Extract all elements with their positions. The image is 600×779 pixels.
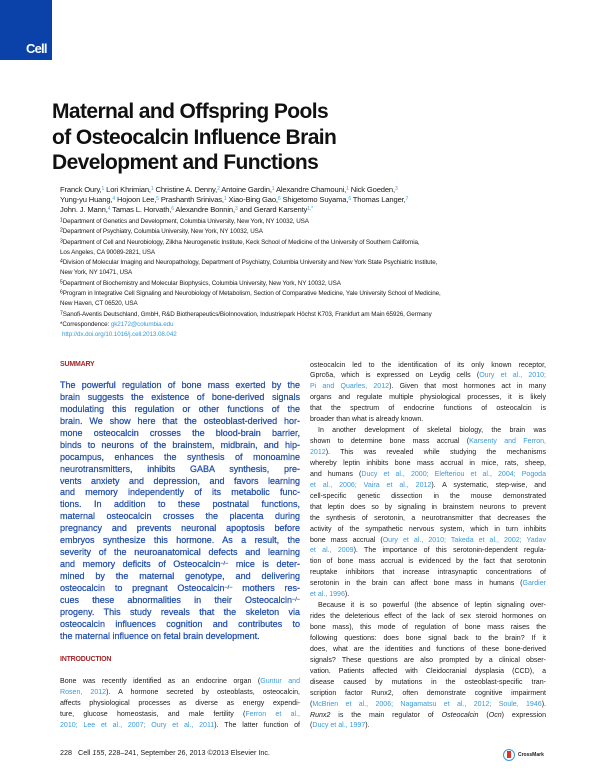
author-affiliation-marker: 1 [346,186,349,192]
text-line [310,536,546,547]
text-line [60,721,300,732]
text-line [310,678,546,689]
affiliation-line [60,238,441,248]
correspondence-label: *Correspondence: [60,320,111,328]
affiliation-line [60,217,441,227]
author-name: Alexandre Chamouni, [274,185,347,194]
text-segment: activity of the sympathetic nervous system, which in turn inhibits [310,525,546,533]
text-segment: ). A hormone secreted by osteoblasts, osteocalcin, [106,689,301,696]
citation-link[interactable]: McBrien et al., 2006; Nagamatsu et al., 2012; Soule, 1946 [312,700,542,708]
text-segment: the maternal influence on fetal brain development. [60,630,260,641]
author-affiliation-marker: 5 [156,196,159,202]
text-segment: ture, glucose homeostasis, and male fertility ( [60,711,246,718]
author-name: Shigetomo Suyama, [280,195,349,204]
citation-link[interactable]: Karsenty and Ferron, [469,438,546,446]
citation-link[interactable]: Guntur and [260,678,301,685]
text-line [60,688,300,699]
text-line [310,623,546,634]
text-segment: brain suggests the existence of bone-derived signals [60,391,300,402]
text-segment: cell-specific genetic dissection in the mouse demonstrated [310,492,546,500]
text-line [60,392,300,404]
text-segment: ). Given that most hormones act in many [389,383,546,391]
citation-link[interactable]: et al., 2006; Vaira et al., 2012 [310,481,432,489]
author-name: Hojoon Lee, [115,195,157,204]
author-affiliation-marker: 4 [112,196,116,202]
citation-link[interactable]: Gardier [522,580,546,588]
affiliation-number: 6 [60,289,63,296]
text-segment: ). The importance of this serotonin-dependent regula- [353,547,546,555]
text-line [60,499,300,511]
text-line [60,440,300,452]
text-line [60,607,300,619]
text-segment: Runx2 [310,711,331,719]
text-line [60,559,300,571]
affiliation-line [60,289,441,299]
text-line [310,514,546,525]
text-segment: Bone was recently identified as an endocrine organ ( [60,678,261,685]
text-line [60,631,300,643]
text-segment: mone osteocalcin crosses the blood-brain barrier, [60,427,300,438]
text-segment: ). This was revealed while studying the mechanisms [325,449,546,456]
text-segment: tion of bone mass accrual is evidenced by the fact that serotonin [310,558,546,566]
author-line [60,185,408,195]
affiliation-text: Program in Integrative Cell Signaling and Neurobiology of Metabolism, Section of Comparative Medicine, Yale University School of Medicine, [62,290,441,298]
text-line [310,437,546,448]
text-line [60,511,300,523]
author-affiliation-marker: 6 [348,196,351,202]
text-segment: vation. Patients affected with Cleidocranial dysplasia (CCD), a [310,667,546,675]
text-segment: modulating this regulation or other functions of the [60,403,300,414]
footer-journal: Cell [78,748,93,757]
author-affiliation-marker: 1 [271,186,275,192]
author-name: Alexandre Bonnin, [173,205,235,214]
text-line [310,361,546,372]
text-segment: signals? These questions are also prompted by a clinical obser- [310,656,546,664]
text-segment: bone mass accrual ( [310,536,383,544]
text-segment: brain. We show here that the osteoblast-derived hor- [60,415,300,426]
superscript: −/− [224,584,233,591]
text-line [60,404,300,416]
text-segment: osteocalcin to pregnant Osteocalcin [60,582,225,593]
author-affiliation-marker: 1 [101,186,105,192]
text-line [310,426,546,437]
affiliation-line [60,258,441,268]
crossmark-badge[interactable] [503,749,544,761]
text-segment: maternal osteocalcin crosses the placenta during [60,511,300,522]
text-line [310,459,546,470]
text-segment: ). A systematic, step-wise, and [431,481,546,489]
article-title: Maternal and Offspring Pools of Osteocalcin Influence Brain Development and Functions [52,100,337,174]
text-segment: mothers res- [232,582,300,593]
citation-link[interactable]: Rosen, 2012 [60,689,107,696]
text-segment: bone mass), this mode of regulation of bone mass raises the [310,624,546,631]
text-segment: mice is deter- [228,559,300,570]
author-name: Tamas L. Horvath, [110,205,172,214]
correspondence-email-link[interactable]: gk2172@columbia.edu [110,320,174,328]
affiliation-text: Department of Psychiatry, Columbia University, New York, NY 10032, USA [62,228,263,236]
author-name: John. J. Mann, [60,205,108,214]
text-line [310,470,546,481]
text-segment: embryos synthesize this hormone. As a result, the [60,535,300,546]
text-line [310,492,546,503]
text-segment: neurotransmitters, inhibits GABA synthesis, pre- [60,463,300,474]
text-line [60,547,300,559]
text-segment: ). [365,722,370,730]
citation-link[interactable]: Ducy et al., 1997 [312,722,366,730]
author-affiliation-marker: 1,* [307,206,313,212]
affiliation-number: 2 [60,227,63,234]
citation-link[interactable]: Ducy et al., 2000; Elefteriou et al., 2004; Pogoda [361,470,547,478]
footer-citation: , 228–241, September 26, 2013 ©2013 Elsevier Inc. [104,748,270,757]
author-name: Christine A. Denny, [153,185,218,194]
introduction-text [60,677,300,732]
citation-link[interactable]: Ferron et al., [245,711,300,718]
text-line [310,601,546,612]
text-segment: shown to determine bone mass accrual ( [310,438,470,446]
author-affiliation-marker: 6 [277,196,281,202]
summary-text [60,380,300,643]
text-line [310,481,546,492]
text-segment: The powerful regulation of bone mass exerted by the [60,380,300,390]
text-line [310,711,546,722]
text-segment: progeny. This study reveals that the skeleton via [60,606,300,617]
text-segment: ). [541,700,546,708]
text-line [310,656,546,667]
author-name: Franck Oury, [60,185,102,194]
text-segment: affects physiological processes as diverse as energy expendi- [60,700,300,707]
text-segment: ( [310,722,313,730]
affiliation-text: Department of Genetics and Development, Columbia University, New York, NY 10032, USA [62,218,309,225]
author-name: Antoine Gardin, [219,185,272,194]
text-line [310,645,546,656]
text-segment: Gprc6a, which is expressed on Leydig cells ( [310,372,480,380]
text-line [310,503,546,514]
text-line [310,634,546,645]
affiliation-line [60,310,441,320]
text-segment: ( [310,700,313,708]
affiliation-number: 7 [60,310,63,317]
text-segment: pocampus, enhances the synthesis of monoamine [60,451,300,462]
affiliation-line [60,279,441,289]
affiliation-text: Los Angeles, CA 90089-2821, USA [60,248,155,256]
text-line [310,700,546,711]
text-segment: cues these abnormalities in their Osteocalcin [60,594,293,605]
text-line [310,525,546,536]
summary-heading: SUMMARY [60,361,95,368]
text-line [60,380,300,392]
text-line [310,546,546,557]
affiliations [60,217,441,341]
citation-link[interactable]: Oury et al., 2010; Takeda et al., 2002; Yadav [382,536,546,544]
citation-link[interactable]: Pi and Quarles, 2012 [310,383,390,391]
text-segment: vents anxiety and depression, and favors learning [60,475,300,486]
introduction-heading: INTRODUCTION [60,656,112,663]
text-segment: does, what are the identities and functions of these bone-derived [310,645,546,653]
author-affiliation-marker: 3 [394,186,398,192]
author-list [60,185,408,215]
footer-volume: 155 [92,748,105,757]
citation-link[interactable]: et al., 1996 [310,591,345,599]
text-segment: binds to neurons of the brainstem, midbrain, and hip- [60,439,300,450]
text-line [60,583,300,595]
text-segment: severity of the neuroanatomical defects and learning [60,547,300,558]
correspondence-line [60,320,441,330]
text-line [60,677,300,688]
affiliation-text: New Haven, CT 06520, USA [60,300,138,308]
citation-link[interactable]: 2010; Lee et al., 2007; Oury et al., 2011 [60,722,215,729]
text-segment: and memory independently of its metabolic func- [60,487,300,498]
text-line [310,393,546,404]
text-line [60,416,300,428]
author-affiliation-marker: 1 [223,196,227,202]
text-line [60,428,300,440]
affiliation-text: Division of Molecular Imaging and Neuropathology, Department of Psychiatry, Columbia University and New York State Psychiatric Institute, [62,259,438,267]
text-segment: Because it is so powerful (the absence of leptin signaling over- [318,602,546,610]
text-segment: and memory deficits of Osteocalcin [60,559,221,570]
text-line [310,371,546,382]
affiliation-line [60,299,441,309]
text-line [60,571,300,583]
affiliation-number: 5 [60,279,63,286]
text-line [60,464,300,476]
text-line [60,476,300,488]
affiliation-text: New York, NY 10471, USA [60,269,133,277]
author-name: Nick Goeden, [348,185,395,194]
affiliation-text: Department of Cell and Neurobiology, Zilkha Neurogenetic Institute, Keck School of Medicine of the University of Southern California, [62,238,420,246]
author-name: Yung-yu Huang, [60,195,113,204]
citation-link[interactable]: et al., 2009 [310,547,354,555]
author-affiliation-marker: 2 [217,186,220,192]
crossmark-icon [503,749,515,761]
affiliation-number: 4 [60,258,63,265]
text-segment: ). [344,591,350,599]
text-segment: whereby leptin inhibits bone mass accrual in mice, rats, sheep, [310,459,546,467]
text-line [60,523,300,535]
text-line [310,667,546,678]
text-line [60,452,300,464]
author-affiliation-marker: 1 [150,186,154,192]
text-segment: pregnancy and prevents neuronal apoptosis before [60,523,300,534]
text-segment: ) expression [501,711,546,719]
text-segment: ( [478,711,489,719]
text-segment: that the spectrum of endocrine functions of osteocalcin is [310,405,546,413]
text-line [60,619,300,631]
author-affiliation-marker: 6 [171,206,174,212]
affiliation-number: 1 [60,217,63,224]
author-line [60,205,408,215]
doi-link[interactable]: http://dx.doi.org/10.1016/j.cell.2013.08.042 [62,331,177,339]
text-line [60,710,300,721]
text-line [60,595,300,607]
citation-link[interactable]: 2012 [310,449,326,456]
affiliation-number: 3 [60,238,63,245]
text-segment: that leptin does so by signaling in brainstem neurons to prevent [310,503,546,511]
text-line [310,612,546,623]
author-name: Xiao-Bing Gao, [226,195,278,204]
affiliation-line [60,227,441,237]
text-segment: In another development of skeletal biology, the brain was [318,427,546,435]
author-affiliation-marker: 7 [405,196,409,202]
author-affiliation-marker: 4 [107,206,111,212]
text-line [60,487,300,499]
page-footer [60,748,270,757]
text-line [310,415,546,426]
crossmark-label: CrossMark [518,752,544,758]
author-name: and Gerard Karsenty [237,205,308,214]
text-segment: broader than what is already known. [310,416,424,424]
text-line [310,579,546,590]
superscript: −/− [220,561,229,568]
text-line [310,404,546,415]
text-segment: reuptake inhibitors that increase intrasynaptic concentrations of [310,569,546,577]
text-line [310,382,546,393]
text-line [310,557,546,568]
superscript: −/− [292,596,300,603]
right-column-text [310,361,546,733]
text-segment: osteocalcin influences cognition and contributes to [60,618,300,629]
author-line [60,195,408,205]
text-segment: is the main regulator of [330,711,442,719]
page-number: 228 [60,748,72,757]
text-segment: Osteocalcin [441,711,479,719]
text-line [60,535,300,547]
text-segment: and humans ( [310,470,362,478]
text-line [310,590,546,601]
text-line [310,568,546,579]
author-affiliation-marker: 3 [234,206,238,212]
author-name: Lori Khrimian, [104,185,151,194]
citation-link[interactable]: Oury et al., 2010; [479,372,546,380]
author-name: Prashanth Srinivas, [158,195,224,204]
text-segment: rides the deleterious effect of the lack of sex steroid hormones on [310,613,546,621]
text-segment: tions. In addition to these postnatal functions, [60,499,300,510]
text-segment: scription factor Runx2, often demonstrate cognitive impairment [310,689,546,697]
text-segment: ). The latter function of [214,722,300,729]
text-segment: osteocalcin led to the identification of its only known receptor, [310,361,546,369]
affiliation-text: Department of Biochemistry and Molecular Biophysics, Columbia University, New York, NY 10032, USA [62,279,341,287]
text-segment: disease caused by mutations in the osteoblast-specific tran- [310,678,546,686]
affiliation-text: Sanofi-Aventis Deutschland, GmbH, R&D Biotherapeutics/BioInnovation, Industriepark Höchst K703, Frankfurt am Main 65926, Germany [62,310,432,318]
doi-line [60,330,441,340]
text-line [310,448,546,459]
text-segment: following questions: does bone signal back to the brain? If it [310,634,546,642]
cell-journal-logo: Cell [0,0,52,60]
text-segment: mined by the maternal genotype, and delivering [60,571,300,581]
text-segment: serotonin in the brain can affect bone mass in humans ( [310,580,523,588]
text-segment: Ocn [488,711,502,719]
text-segment: organs and regulate multiple physiological processes, it is likely [310,394,546,402]
text-line [310,689,546,700]
text-segment: the synthesis of serotonin, a neurotransmitter that decreases the [310,514,546,522]
affiliation-line [60,248,441,258]
affiliation-line [60,268,441,278]
text-line [60,699,300,710]
author-name: Thomas Langer, [350,195,406,204]
text-line [310,721,546,732]
